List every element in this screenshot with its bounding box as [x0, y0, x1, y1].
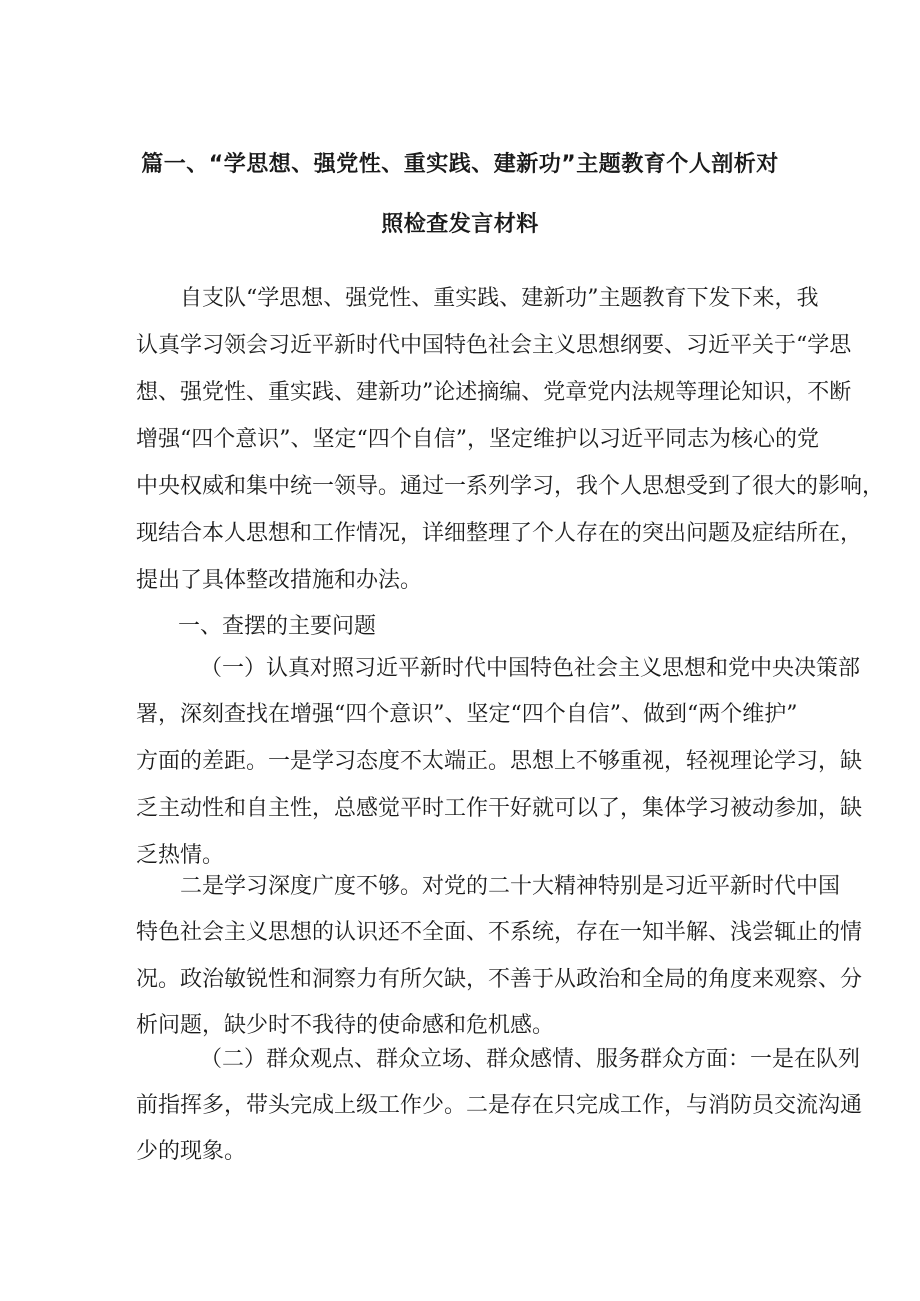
item-paragraph-line: 前指挥多，带头完成上级工作少。二是存在只完成工作，与消防员交流沟通	[136, 1093, 863, 1118]
item-paragraph-line: （二）群众观点、群众立场、群众感情、服务群众方面：一是在队列	[200, 1047, 861, 1072]
item-paragraph-line: 方面的差距。一是学习态度不太端正。思想上不够重视，轻视理论学习，缺	[136, 749, 863, 774]
item-paragraph-line: 析问题，缺少时不我待的使命感和危机感。	[136, 1013, 555, 1038]
item-paragraph-line: 二是学习深度广度不够。对党的二十大精神特别是习近平新时代中国	[180, 874, 841, 899]
document-title-line-1: 篇一、“学思想、强党性、重实践、建新功”主题教育个人剖析对	[141, 152, 779, 177]
intro-paragraph-line: 提出了具体整改措施和办法。	[136, 568, 423, 593]
item-paragraph-line: （一）认真对照习近平新时代中国特色社会主义思想和党中央决策部	[200, 656, 861, 681]
document-title-line-2: 照检查发言材料	[381, 212, 539, 237]
item-paragraph-line: 特色社会主义思想的认识还不全面、不系统，存在一知半解、浅尝辄止的情	[136, 920, 863, 945]
item-paragraph-line: 乏热情。	[136, 843, 225, 868]
intro-paragraph-line: 想、强党性、重实践、建新功”论述摘编、党章党内法规等理论知识，不断	[136, 380, 852, 405]
intro-paragraph-line: 现结合本人思想和工作情况，详细整理了个人存在的突出问题及症结所在，	[136, 521, 863, 546]
item-paragraph-line: 少的现象。	[136, 1139, 247, 1164]
intro-paragraph-line: 增强“四个意识”、坚定“四个自信”，坚定维护以习近平同志为核心的党	[136, 427, 819, 452]
intro-paragraph-line: 中央权威和集中统一领导。通过一系列学习，我个人思想受到了很大的影响，	[136, 474, 885, 499]
item-paragraph-line: 乏主动性和自主性，总感觉平时工作干好就可以了，集体学习被动参加，缺	[136, 796, 863, 821]
item-paragraph-line: 署，深刻查找在增强“四个意识”、坚定“四个自信”、做到“两个维护”	[136, 702, 798, 727]
intro-paragraph-line: 认真学习领会习近平新时代中国特色社会主义思想纲要、习近平关于“学思	[136, 333, 852, 358]
section-heading: 一、查摆的主要问题	[178, 614, 377, 639]
intro-paragraph-line: 自支队“学思想、强党性、重实践、建新功”主题教育下发下来，我	[180, 286, 819, 311]
item-paragraph-line: 况。政治敏锐性和洞察力有所欠缺，不善于从政治和全局的角度来观察、分	[136, 967, 863, 992]
